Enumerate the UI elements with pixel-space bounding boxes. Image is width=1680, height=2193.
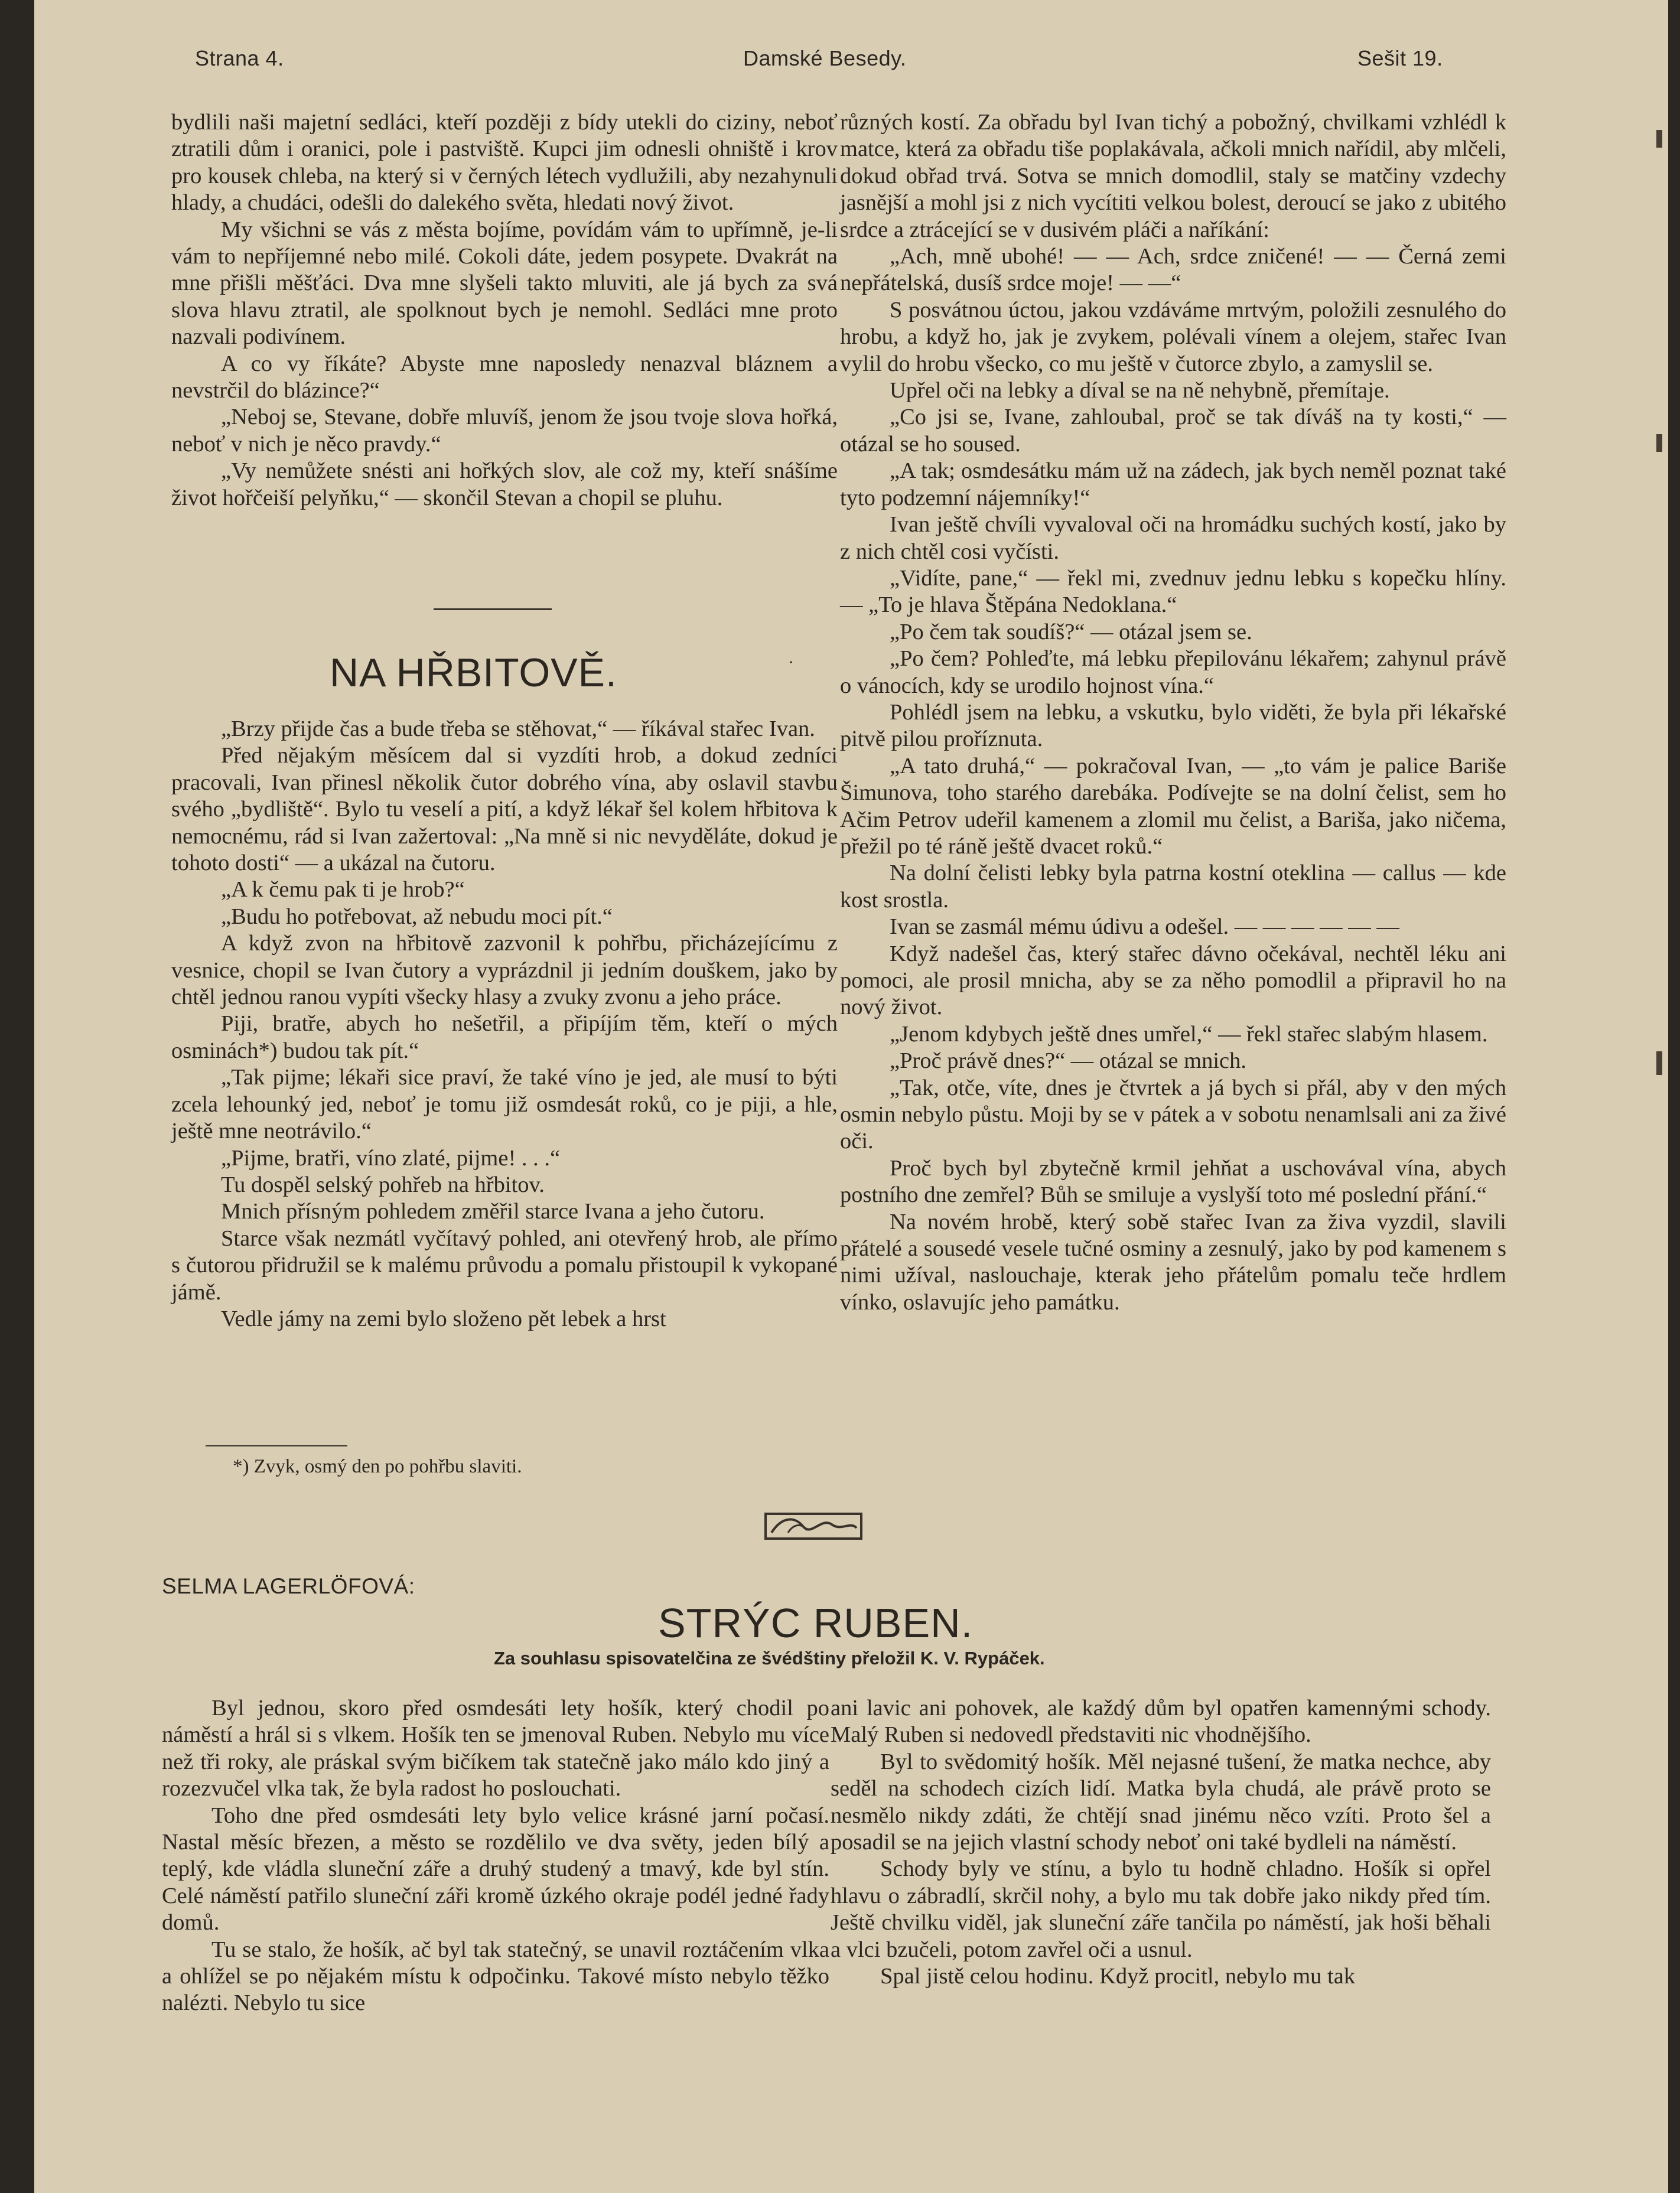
- paragraph: „A k čemu pak ti je hrob?“: [221, 877, 465, 902]
- paragraph: Na dolní čelisti lebky byla patrna kostní oteklina — callus — kde kost srostla.: [840, 861, 1506, 913]
- paragraph: různých kostí. Za obřadu byl Ivan tichý a pobožný, chvilkami vzhlédl k matce, která za obřadu tiše poplakávala, ačkoli mnich nařídil, aby mlčeli, dokud obřad trvá. Sotva se mnich domodlil, staly se matčiny vzdechy jasnější a mohl jsi z nich vycítiti velkou bolest, deroucí se jako z ubitého srdce a ztrácející se v dusivém pláči a naříkání:: [840, 110, 1506, 242]
- paragraph: Pohlédl jsem na lebku, a vskutku, bylo viděti, že byla při lékařské pitvě pilou proříznuta.: [840, 699, 1506, 752]
- paragraph: Mnich přísným pohledem změřil starce Ivana a jeho čutoru.: [221, 1199, 765, 1224]
- paragraph: Tu se stalo, že hošík, ač byl tak statečný, se unavil roztáčením vlka a ohlížel se po nějakém místu k odpočinku. Takové místo nebylo těžko nalézti. Nebylo tu sice: [162, 1937, 829, 2016]
- paragraph: „A tato druhá,“ — pokračoval Ivan, — „to vám je palice Bariše Šimunova, toho starého darebáka. Podívejte se na dolní čelist, sem ho Ačim Petrov udeřil kamenem a zlomil mu čelist, a Bariša, jako ničema, přežil po té ráně ještě dvacet roků.“: [840, 753, 1506, 859]
- section-divider: [434, 608, 552, 610]
- paragraph: Proč bych byl zbytečně krmil jehňat a uschovával vína, abych postního dne zemřel? Bůh se smiluje a vyslyší toto mé poslední přání.“: [840, 1155, 1506, 1208]
- column-left-bottom: [162, 1695, 829, 2017]
- paragraph: Schody byly ve stínu, a bylo tu hodně chladno. Hošík si opřel hlavu o zábradlí, skrčil nohy, a bylo mu tak dobře jako nikdy před tím. Ještě chvilku viděl, jak sluneční záře tančila po náměstí, jak hoši běhali a vlci bzučeli, potom zavřel oči a usnul.: [831, 1856, 1491, 1962]
- paragraph: Vedle jámy na zemi bylo složeno pět lebek a hrst: [221, 1306, 666, 1331]
- paragraph: „Budu ho potřebovat, až nebudu moci pít.“: [221, 904, 613, 929]
- paragraph: Před nějakým měsícem dal si vyzdíti hrob, a dokud zedníci pracovali, Ivan přinesl několik čutor dobrého vína, aby oslavil stavbu svého „bydliště“. Bylo tu veselí a pití, a když lékař šel kolem hřbitova k nemocnému, rád si Ivan zažertoval: „Na mně si nic nevyděláte, dokud je tohoto dosti“ — a ukázal na čutoru.: [171, 743, 838, 876]
- column-right-top: [840, 109, 1506, 1316]
- paragraph: Toho dne před osmdesáti lety bylo velice krásné jarní počasí. Nastal měsíc březen, a město se rozdělilo ve dva světy, jeden bílý a teplý, kde vládla sluneční záře a druhý studený a tmavý, kde byl stín. Celé náměstí patřilo sluneční záři kromě úzkého okraje podél jedné řady domů.: [162, 1803, 829, 1935]
- paragraph: „Tak, otče, víte, dnes je čtvrtek a já bych si přál, aby v den mých osmin nebylo půstu. Moji by se v pátek a v sobotu nenamlsali ani za živé oči.: [840, 1075, 1506, 1154]
- paragraph: „Vy nemůžete snésti ani hořkých slov, ale což my, kteří snášíme život hořčeiší pelyňku,“ — skončil Stevan a chopil se pluhu.: [171, 458, 838, 510]
- paragraph: Když nadešel čas, který stařec dávno očekával, nechtěl léku ani pomoci, ale prosil mnicha, aby se za něho pomodlil a připravil ho na nový život.: [840, 941, 1506, 1020]
- paragraph: ani lavic ani pohovek, ale každý dům byl opatřen kamennými schody. Malý Ruben si nedovedl představiti nic vhodnějšího.: [831, 1696, 1491, 1748]
- paragraph: bydlili naši majetní sedláci, kteří později z bídy utekli do ciziny, neboť ztratili dům i oranici, pole i pastviště. Kupci jim odnesli ohniště i krov pro kousek chleba, na který si v černých létech vydlužili, aby nezahynuli hlady, a chudáci, odešli do dalekého světa, hledati nový život.: [171, 110, 838, 216]
- paragraph: Spal jistě celou hodinu. Když procitl, nebylo mu tak: [880, 1964, 1356, 1989]
- footnote-rule: [206, 1445, 347, 1446]
- footnote: *) Zvyk, osmý den po pohřbu slaviti.: [233, 1456, 522, 1477]
- paragraph: „Pijme, bratři, víno zlaté, pijme! . . .“: [221, 1145, 561, 1171]
- paragraph: Byl jednou, skoro před osmdesáti lety hošík, který chodil po náměstí a hrál si s vlkem. Hošík ten se jmenoval Ruben. Nebylo mu více než tři roky, ale práskal svým bičíkem tak statečně jako málo kdo jiný a rozezvučel vlka tak, že byla radost ho poslouchati.: [162, 1696, 829, 1801]
- column-right-bottom: [831, 1695, 1491, 1990]
- paragraph: Na novém hrobě, který sobě stařec Ivan za živa vyzdil, slavili přátelé a sousedé vesele tučné osminy a zesnulý, jako by pod kamenem s nimi užíval, naslouchaje, kterak jeho přátelům pomalu teče hrdlem vínko, oslavujíc jeho památku.: [840, 1209, 1506, 1315]
- scan-edge-mark: [1656, 434, 1662, 452]
- paragraph: Piji, bratře, abych ho nešetřil, a připíjím těm, kteří o mých osminách*) budou tak pít.“: [171, 1011, 838, 1063]
- column-left-top: [171, 109, 838, 511]
- ornament-divider-icon: [764, 1509, 862, 1543]
- paragraph: Starce však nezmátl vyčítavý pohled, ani otevřený hrob, ale přímo s čutorou přidružil se k malému průvodu a pomalu přistoupil k vykopané jámě.: [171, 1226, 838, 1305]
- issue-number: Sešit 19.: [1357, 46, 1443, 70]
- paragraph: „Ach, mně ubohé! — — Ach, srdce zničené! — — Černá zemi nepřátelská, dusíš srdce moje! — —“: [840, 244, 1506, 296]
- paragraph: „Po čem? Pohleďte, má lebku přepilovánu lékařem; zahynul právě o vánocích, kdy se urodilo hojnost vína.“: [840, 646, 1506, 698]
- scan-edge-mark: [1656, 130, 1662, 148]
- paragraph: Ivan se zasmál mému údivu a odešel. — — — — — —: [890, 914, 1399, 940]
- author-name: SELMA LAGERLÖFOVÁ:: [162, 1574, 415, 1598]
- paragraph: „Neboj se, Stevane, dobře mluvíš, jenom že jsou tvoje slova hořká, neboť v nich je něco pravdy.“: [171, 405, 838, 457]
- paragraph: Tu dospěl selský pohřeb na hřbitov.: [221, 1172, 545, 1197]
- scan-edge-mark: [1656, 1051, 1662, 1075]
- paragraph: „Po čem tak soudíš?“ — otázal jsem se.: [890, 619, 1252, 644]
- paragraph: My všichni se vás z města bojíme, povídám vám to upřímně, je-li vám to nepříjemné nebo milé. Cokoli dáte, jedem posypete. Dvakrát na mne přišli měšťáci. Dva mne slyšeli takto mluviti, ale já bych za svá slova hlavu ztratil, ale spolknout bych je nemohl. Sedláci mne proto nazvali podivínem.: [171, 217, 838, 350]
- paragraph: „A tak; osmdesátku mám už na zádech, jak bych neměl poznat také tyto podzemní nájemníky!“: [840, 458, 1506, 510]
- translation-credit: Za souhlasu spisovatelčina ze švédštiny přeložil K. V. Rypáček.: [494, 1648, 1045, 1669]
- section-title-na-hrbitove: NA HŘBITOVĚ.: [330, 650, 617, 695]
- paragraph: „Jenom kdybych ještě dnes umřel,“ — řekl stařec slabým hlasem.: [890, 1021, 1488, 1047]
- column-left-hrbitov: [171, 716, 838, 1332]
- magazine-title: Damské Besedy.: [743, 46, 907, 70]
- paragraph: „Brzy přijde čas a bude třeba se stěhovat,“ — říkával stařec Ivan.: [221, 716, 815, 741]
- paragraph: „Tak pijme; lékaři sice praví, že také víno je jed, ale musí to býti zcela lehounký jed, neboť je tomu již osmdesát roků, co je piji, a hle, ještě mne neotrávilo.“: [171, 1065, 838, 1144]
- paragraph: „Proč právě dnes?“ — otázal se mnich.: [890, 1048, 1246, 1074]
- paragraph: Upřel oči na lebky a díval se na ně nehybně, přemítaje.: [890, 378, 1390, 403]
- page-number: Strana 4.: [195, 46, 284, 70]
- paragraph: „Vidíte, pane,“ — řekl mi, zvednuv jednu lebku s kopečku hlíny. — „To je hlava Štěpána Nedoklana.“: [840, 565, 1506, 618]
- paragraph: A co vy říkáte? Abyste mne naposledy nenazval bláznem a nevstrčil do blázince?“: [171, 351, 838, 403]
- paragraph: „Co jsi se, Ivane, zahloubal, proč se tak díváš na ty kosti,“ — otázal se ho soused.: [840, 405, 1506, 457]
- paragraph: Ivan ještě chvíli vyvaloval oči na hromádku suchých kostí, jako by z nich chtěl cosi vyčísti.: [840, 512, 1506, 564]
- paragraph: A když zvon na hřbitově zazvonil k pohřbu, přicházejícímu z vesnice, chopil se Ivan čutory a vyprázdnil ji jedním douškem, jako by chtěl jednou ranou vypíti všecky hlasy a zvuky zvonu a jeho práce.: [171, 931, 838, 1010]
- paragraph: S posvátnou úctou, jakou vzdáváme mrtvým, položili zesnulého do hrobu, a když ho, jak je zvykem, polévali vínem a olejem, stařec Ivan vylil do hrobu všecko, co mu ještě v čutorce zbylo, a zamyslil se.: [840, 297, 1506, 376]
- magazine-page: [34, 0, 1668, 2193]
- print-dot: ·: [788, 653, 794, 672]
- paragraph: Byl to svědomitý hošík. Měl nejasné tušení, že matka nechce, aby seděl na schodech cizích lidí. Matka byla chudá, ale právě proto se nesmělo nikdy zdáti, že chtějí snad jinému něco vzíti. Proto šel a posadil se na jejich vlastní schody neboť oni také bydleli na náměstí.: [831, 1749, 1491, 1855]
- story-title-stryc-ruben: STRÝC RUBEN.: [658, 1600, 974, 1646]
